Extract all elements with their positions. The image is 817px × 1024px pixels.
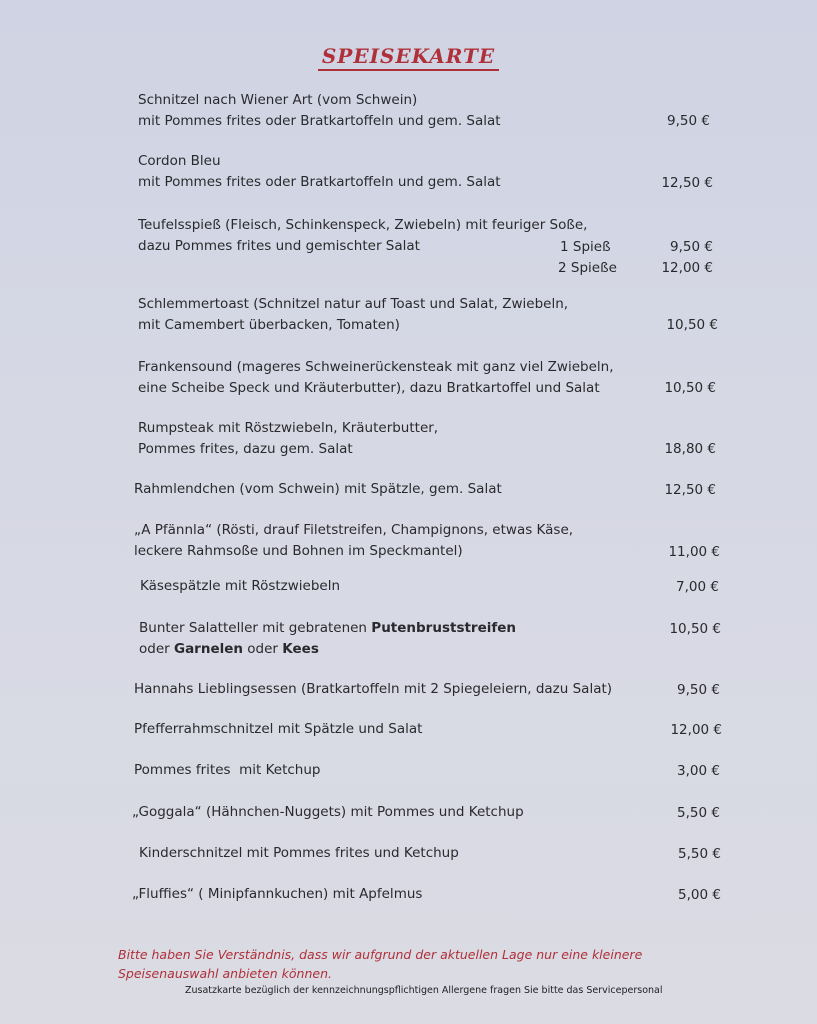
- menu-item-kinderschnitzel: [139, 843, 459, 864]
- item-price: 7,00 €: [676, 579, 719, 595]
- item-line: mit Camembert überbacken, Tomaten): [138, 317, 400, 333]
- item-line: Frankensound (mageres Schweinerückensteak mit ganz viel Zwiebeln,: [138, 359, 614, 375]
- item-price: 5,50 €: [677, 805, 720, 821]
- menu-item-schlemmertoast: [138, 294, 568, 336]
- page-title: SPEISEKARTE: [0, 44, 817, 68]
- menu-item-schnitzel-wiener: [138, 90, 501, 132]
- item-line: Rumpsteak mit Röstzwiebeln, Kräuterbutter,: [138, 420, 439, 436]
- option-label: 2 Spieße: [558, 260, 617, 276]
- menu-item-fluffies: [132, 884, 422, 905]
- item-price: 12,00 €: [670, 722, 722, 738]
- menu-item-hannahs-lieblingsessen: [134, 679, 612, 700]
- menu-item-goggala: [132, 802, 524, 823]
- item-line: Pommes frites, dazu gem. Salat: [138, 441, 353, 457]
- item-line: „A Pfännla“ (Rösti, drauf Filetstreifen, Champignons, etwas Käse,: [134, 522, 574, 538]
- notice-text: Bitte haben Sie Verständnis, dass wir aufgrund der aktuellen Lage nur eine kleinere Speisenauswahl anbieten können.: [118, 947, 643, 981]
- menu-item-pfefferrahmschnitzel: [134, 719, 422, 740]
- item-price: 9,50 €: [667, 113, 710, 129]
- item-line: Pfefferrahmschnitzel mit Spätzle und Salat: [134, 721, 423, 737]
- menu-item-salatteller: [139, 618, 516, 660]
- item-line: Pommes frites mit Ketchup: [134, 762, 321, 778]
- option-price: 9,50 €: [670, 239, 713, 255]
- menu-item-kaesespaetzle: [140, 576, 340, 597]
- item-line: Teufelsspieß (Fleisch, Schinkenspeck, Zwiebeln) mit feuriger Soße,: [138, 217, 588, 233]
- item-line: Hannahs Lieblingsessen (Bratkartoffeln mit 2 Spiegeleiern, dazu Salat): [134, 681, 613, 697]
- allergy-note: Zusatzkarte bezüglich der kennzeichnungspflichtigen Allergene fragen Sie bitte das Servicepersonal: [185, 985, 663, 996]
- menu-item-rahmlendchen: [134, 479, 502, 500]
- item-line: dazu Pommes frites und gemischter Salat: [138, 238, 420, 254]
- menu-item-pommes-frites: [134, 760, 321, 781]
- item-line: Schnitzel nach Wiener Art (vom Schwein): [138, 92, 418, 108]
- item-price: 12,50 €: [661, 175, 713, 191]
- item-line: „Fluffies“ ( Minipfannkuchen) mit Apfelmus: [132, 886, 423, 902]
- item-price: 3,00 €: [677, 763, 720, 779]
- menu-item-rumpsteak: [138, 418, 438, 460]
- item-line: Bunter Salatteller mit gebratenen Putenbruststreifen: [139, 620, 517, 636]
- item-price: 10,50 €: [669, 621, 721, 637]
- item-line: mit Pommes frites oder Bratkartoffeln und gem. Salat: [138, 174, 501, 190]
- menu-item-teufelsspiess: [138, 215, 587, 257]
- item-line: Rahmlendchen (vom Schwein) mit Spätzle, gem. Salat: [134, 481, 502, 497]
- item-line: Kinderschnitzel mit Pommes frites und Ketchup: [139, 845, 459, 861]
- item-line: oder Garnelen oder Kees: [139, 641, 319, 657]
- item-price: 10,50 €: [664, 380, 716, 396]
- item-price: 9,50 €: [677, 682, 720, 698]
- item-line: Käsespätzle mit Röstzwiebeln: [140, 578, 341, 594]
- menu-item-frankensound: [138, 357, 614, 399]
- item-line: „Goggala“ (Hähnchen-Nuggets) mit Pommes und Ketchup: [132, 804, 524, 820]
- item-price: 5,50 €: [678, 846, 721, 862]
- option-label: 1 Spieß: [560, 239, 611, 255]
- item-price: 5,00 €: [678, 887, 721, 903]
- item-line: eine Scheibe Speck und Kräuterbutter), dazu Bratkartoffel und Salat: [138, 380, 600, 396]
- menu-item-a-pfaennla: [134, 520, 573, 562]
- item-price: 18,80 €: [664, 441, 716, 457]
- item-price: 12,50 €: [664, 482, 716, 498]
- item-line: Schlemmertoast (Schnitzel natur auf Toast und Salat, Zwiebeln,: [138, 296, 569, 312]
- menu-item-cordon-bleu: [138, 151, 501, 193]
- item-line: leckere Rahmsoße und Bohnen im Speckmantel): [134, 543, 463, 559]
- item-price: 11,00 €: [668, 544, 720, 560]
- item-line: mit Pommes frites oder Bratkartoffeln und gem. Salat: [138, 113, 501, 129]
- item-line: Cordon Bleu: [138, 153, 221, 169]
- item-price: 10,50 €: [666, 317, 718, 333]
- option-price: 12,00 €: [661, 260, 713, 276]
